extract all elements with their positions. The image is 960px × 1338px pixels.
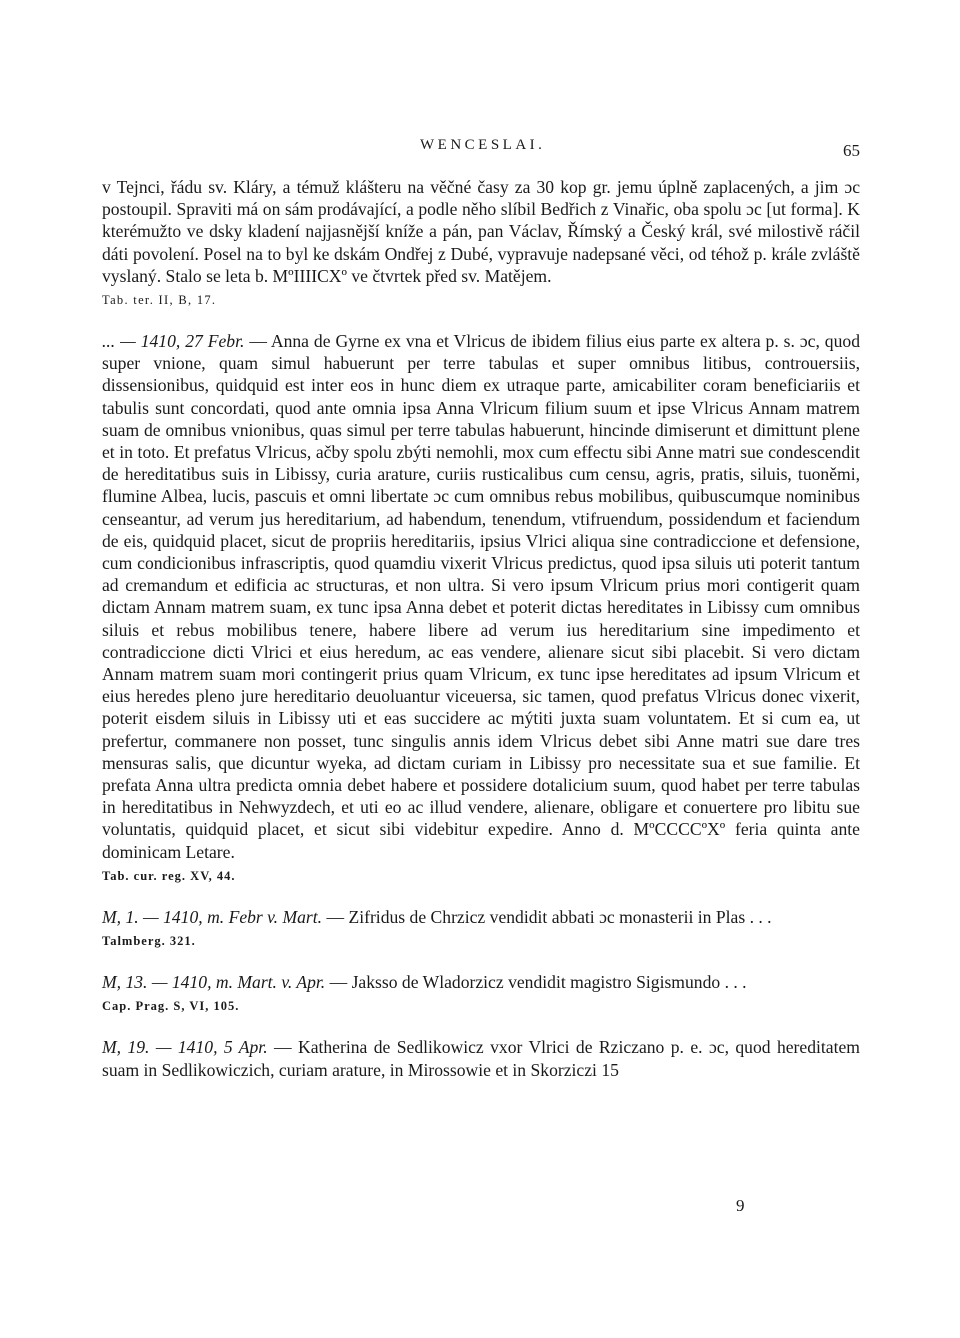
entry-text: — Anna de Gyrne ex vna et Vlricus de ibidem filius eius parte ex altera p. s. ɔc, quod super vnione, quam simul habuerunt per terre tabulas et super omnibus litibus, controuersiis, dissensionibus, quidquid est inter eos in hunc diem ex utraque parte, amicabiliter coram beneficiariis et tabulis sunt concordati, quod ante omnia ipsa Anna Vlricum filium suum et ipse Vlricus Annam matrem suam de omnibus vnionibus, quas simul per terre tabulas habuerunt, hincinde dimiserunt et dimittunt plene et in toto. Et prefatus Vlricus, ačby spolu zbýti nemohli, mox cum effectu sibi Anne matri sue condescendit de hereditatibus suis in Libissy, curia arature, curiis rusticalibus cum censu, agris, pratis, siluis, tuoněmi, flumine Albea, lucis, pascuis et omni libertate ɔc cum omnibus rebus mobilibus, quibuscumque nominibus censeantur, ad verum jus hereditarium, ad habendum, tenendum, vtifruendum, possidendum et faciendum de eis, quidquid placet, sicut de propriis hereditariis, ipsius Vlrici aliqua sine contradiccione et defensione, cum condicionibus infrascriptis, quod quamdiu vixerit Vlricus predictus, quod ipsa siluis uti poterit tantum ad cremandum et edificia ac structuras, et non ultra. Si vero ipsum Vlricum prius mori contigerit quam dictam Annam matrem suam, ex tunc ipsa Anna debet et poterit dictas hereditates in Libissy cum omnibus siluis et rebus mobilibus tenere, habere libere ad verum ius hereditarium sine impedimento et contradiccione dicti Vlrici et eius heredum, ac eas vendere, alienare sicut sibi placebit. Si vero dictam Annam matrem suam mori contingerit prius quam Vlricum, ex tunc ipse hereditates ad ipsum Vlricum et eius heredes pleno jure hereditario deuoluantur viceuersa, sic tamen, quod prefatus Vlricus donec vixerit, poterit eisdem siluis in Libissy uti et eas succidere ac mýtiti juxta suam voluntatem. Et si cum ea, ut prefertur, commanere non posset, tunc singulis annis idem Vlricus debet sibi Anne matri sue dare tres mensuras salis, que dicuntur wyeka, ad dictam curiam in Libissy pro necessitate sua et sue familie. Et prefata Anna ultra predicta omnia debet habere et possidere dotalicium suum, quod habet per terre tabulas in hereditatibus in Nehwyzdech, et uti eo ac illud vendere, alienare, obligare et conuertere pro libitu sue voluntatis, quidquid placet, et sicut sibi videbitur expedire. Anno d. MºCCCCºXº feria quinta ante dominicam Letare.	[102, 331, 860, 862]
running-title: WENCESLAI.	[420, 137, 546, 153]
source-reference: Talmberg. 321.	[102, 934, 196, 949]
entry-date: M, 13. — 1410, m. Mart. v. Apr.	[102, 972, 326, 993]
source-reference: Tab. cur. reg. XV, 44.	[102, 868, 236, 883]
entry-1410-apr-5	[102, 1036, 860, 1080]
page-number: 65	[843, 141, 860, 160]
entry-text: — Jaksso de Wladorzicz vendidit magistro Sigismundo . . .	[325, 972, 747, 993]
source-reference: Cap. Prag. S, VI, 105.	[102, 999, 240, 1014]
body-text	[102, 176, 860, 1081]
running-header	[0, 137, 960, 159]
entry-date: ... — 1410, 27 Febr.	[102, 331, 245, 352]
entry-text: — Zifridus de Chrzicz vendidit abbati ɔc monasterii in Plas . . .	[322, 906, 772, 927]
entry-1410-feb-mar	[102, 906, 860, 928]
entry-1410-mar-apr	[102, 971, 860, 993]
signature-mark: 9	[736, 1196, 745, 1215]
entry-text: — Katherina de Sedlikowicz vxor Vlrici de Rziczano p. e. ɔc, quod hereditatem suam in Sedlikowiczich, curiam arature, in Mirossowie et in Skorziczi 15	[102, 1037, 860, 1080]
entry-date: M, 19. — 1410, 5 Apr.	[102, 1037, 268, 1058]
source-reference: Tab. ter. II, B, 17.	[102, 293, 217, 308]
entry-1410-feb-27	[102, 330, 860, 863]
entry-date: M, 1. — 1410, m. Febr v. Mart.	[102, 906, 323, 927]
paragraph-continuation: v Tejnci, řádu sv. Kláry, a témuž klášteru na věčné časy za 30 kop gr. jemu úplně zaplacených, a jim ɔc postoupil. Spraviti má on sám prodávající, a podle něho slíbil Bedřich z Vinařic, oba spolu ɔc [ut forma]. K kterémužto ve dsky kladení najjasnější kníže a pán, pan Václav, Římský a Český král, své milostivě ráčil dáti povolení. Posel na to byl ke dskám Ondřej z Dubé, vypravuje nadepsané věci, od téhož p. krále zvláště vyslaný. Stalo se leta b. MºIIIICXº ve čtvrtek před sv. Matějem.	[102, 177, 860, 286]
